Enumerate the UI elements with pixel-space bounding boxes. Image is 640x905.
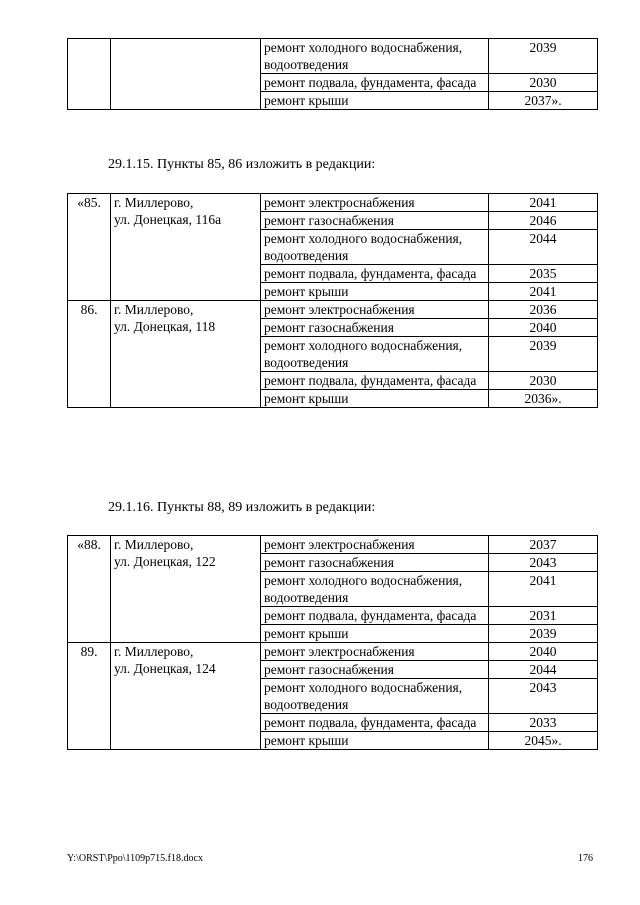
year-cell: 2040 [489,643,598,661]
table-row [68,536,598,554]
footer-file-path: Y:\ORST\Ppo\1109p715.f18.docx [67,853,203,864]
work-type-cell: ремонт холодного водоснабжения, водоотведения [261,39,489,74]
work-type-cell: ремонт холодного водоснабжения, водоотведения [261,679,489,714]
table-row [68,39,598,74]
year-cell: 2031 [489,607,598,625]
paragraph-29-1-16: 29.1.16. Пункты 88, 89 изложить в редакции: [108,500,376,515]
work-type-cell: ремонт холодного водоснабжения, водоотведения [261,337,489,372]
year-cell: 2041 [489,572,598,607]
table-row [68,643,598,661]
year-cell: 2039 [489,337,598,372]
work-type-cell: ремонт крыши [261,732,489,750]
address-cell [111,39,261,110]
year-cell: 2044 [489,230,598,265]
table-items-88-89 [67,535,598,750]
work-type-cell: ремонт крыши [261,92,489,110]
work-type-cell: ремонт электроснабжения [261,301,489,319]
address-cell: г. Миллерово, ул. Донецкая, 118 [111,301,261,408]
year-cell: 2033 [489,714,598,732]
year-cell: 2039 [489,39,598,74]
address-cell: г. Миллерово, ул. Донецкая, 116а [111,194,261,301]
year-cell: 2030 [489,372,598,390]
work-type-cell: ремонт подвала, фундамента, фасада [261,714,489,732]
work-type-cell: ремонт холодного водоснабжения, водоотведения [261,572,489,607]
item-number-cell: 89. [68,643,111,750]
year-cell: 2036 [489,301,598,319]
work-type-cell: ремонт электроснабжения [261,194,489,212]
work-type-cell: ремонт подвала, фундамента, фасада [261,607,489,625]
year-cell: 2044 [489,661,598,679]
year-cell: 2037». [489,92,598,110]
work-type-cell: ремонт газоснабжения [261,319,489,337]
table-row [68,194,598,212]
table-continuation [67,38,598,110]
year-cell: 2043 [489,554,598,572]
work-type-cell: ремонт электроснабжения [261,536,489,554]
address-cell: г. Миллерово, ул. Донецкая, 124 [111,643,261,750]
work-type-cell: ремонт газоснабжения [261,212,489,230]
year-cell: 2037 [489,536,598,554]
year-cell: 2041 [489,194,598,212]
table-items-85-86 [67,193,598,408]
year-cell: 2045». [489,732,598,750]
address-cell: г. Миллерово, ул. Донецкая, 122 [111,536,261,643]
item-number-cell [68,39,111,110]
year-cell: 2046 [489,212,598,230]
year-cell: 2040 [489,319,598,337]
work-type-cell: ремонт электроснабжения [261,643,489,661]
item-number-cell: «85. [68,194,111,301]
work-type-cell: ремонт крыши [261,283,489,301]
work-type-cell: ремонт газоснабжения [261,661,489,679]
work-type-cell: ремонт крыши [261,390,489,408]
year-cell: 2036». [489,390,598,408]
item-number-cell: «88. [68,536,111,643]
year-cell: 2030 [489,74,598,92]
year-cell: 2039 [489,625,598,643]
work-type-cell: ремонт подвала, фундамента, фасада [261,372,489,390]
year-cell: 2043 [489,679,598,714]
table-row [68,301,598,319]
work-type-cell: ремонт газоснабжения [261,554,489,572]
work-type-cell: ремонт холодного водоснабжения, водоотведения [261,230,489,265]
paragraph-29-1-15: 29.1.15. Пункты 85, 86 изложить в редакции: [108,157,376,172]
work-type-cell: ремонт подвала, фундамента, фасада [261,74,489,92]
footer-page-number: 176 [578,853,593,864]
item-number-cell: 86. [68,301,111,408]
work-type-cell: ремонт подвала, фундамента, фасада [261,265,489,283]
year-cell: 2035 [489,265,598,283]
year-cell: 2041 [489,283,598,301]
work-type-cell: ремонт крыши [261,625,489,643]
